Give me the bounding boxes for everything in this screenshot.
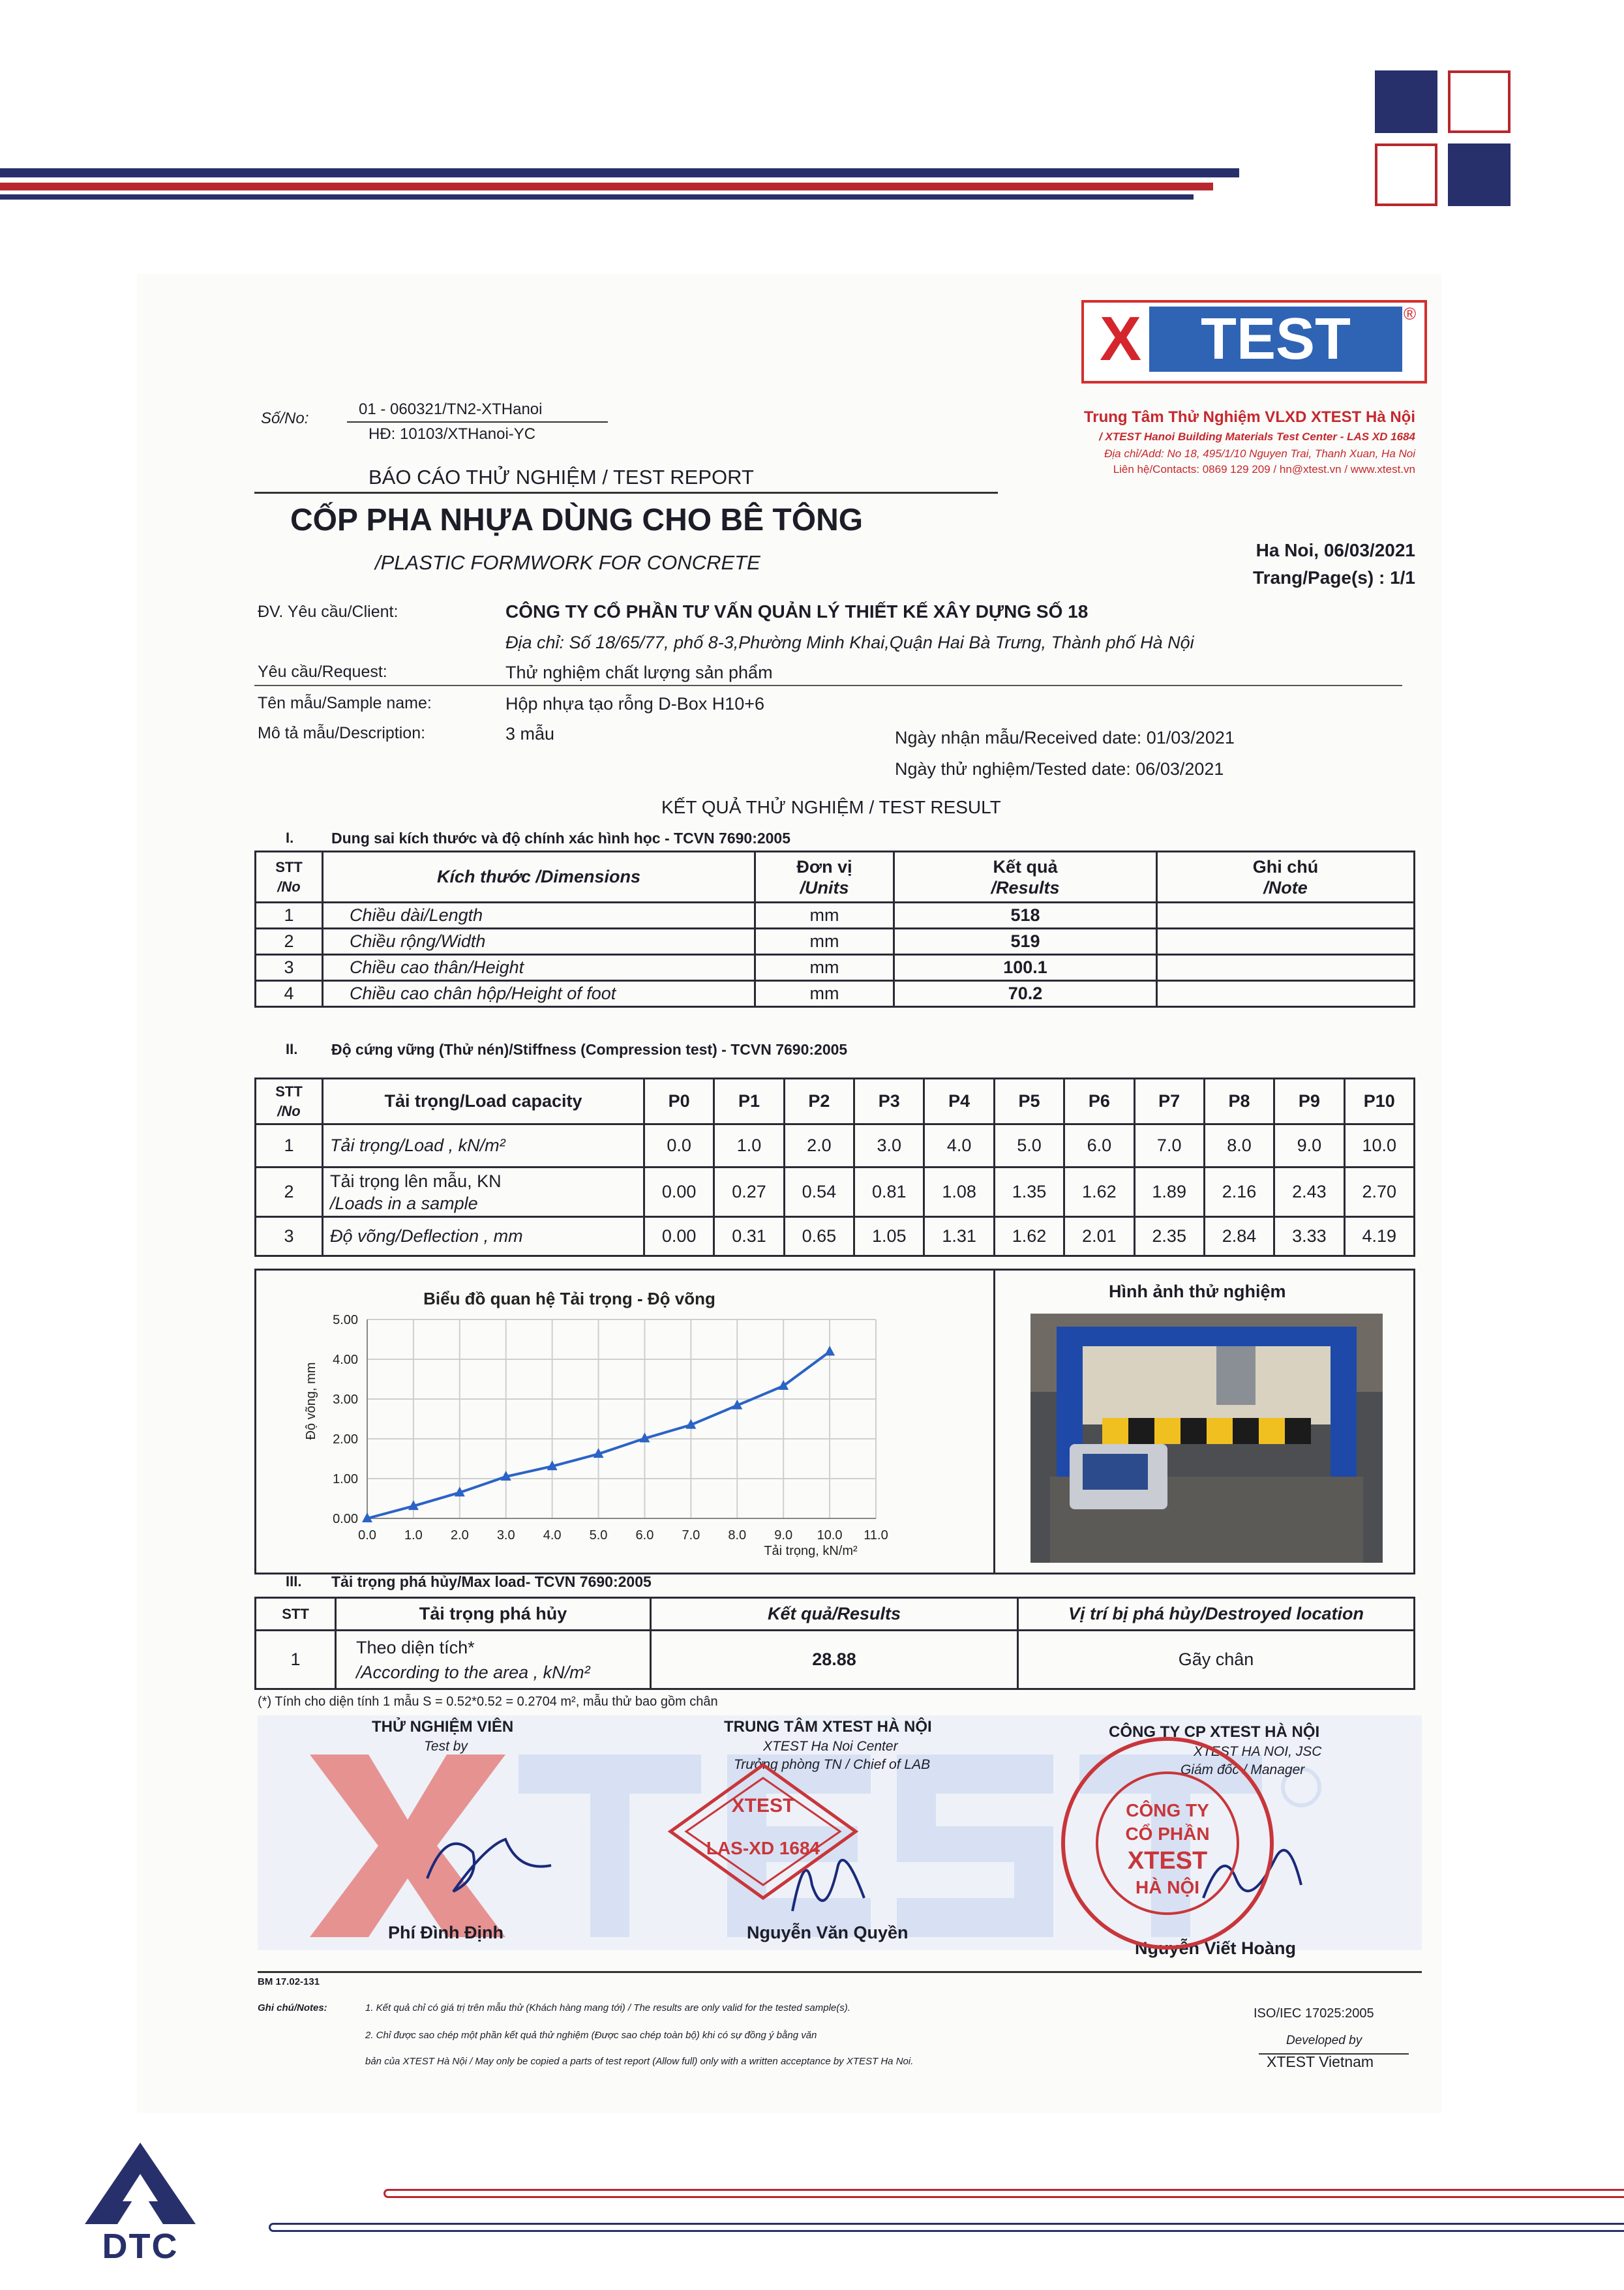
chart-x-tick-label: 0.0 <box>358 1528 376 1543</box>
section3-num: III. <box>286 1573 302 1589</box>
developer: XTEST Vietnam <box>1267 2053 1374 2070</box>
chart-y-tick-label: 3.00 <box>333 1393 358 1407</box>
center-name: Trung Tâm Thử Nghiệm VLXD XTEST Hà Nội <box>1083 408 1415 426</box>
chart-x-tick-label: 3.0 <box>496 1528 515 1543</box>
client-address: Địa chỉ: Số 18/65/77, phố 8-3,Phường Minh Khai,Quận Hai Bà Trưng, Thành phố Hà Nội <box>505 633 1194 652</box>
result-heading: KẾT QUẢ THỬ NGHIỆM / TEST RESULT <box>661 797 1001 817</box>
footer-line-red <box>383 2189 1624 2198</box>
chart-xlabel: Tải trọng, kN/m² <box>764 1544 858 1558</box>
form-code: BM 17.02-131 <box>258 1976 320 1987</box>
report-title-en: /PLASTIC FORMWORK FOR CONCRETE <box>375 551 760 574</box>
load-deflection-chart <box>256 1271 992 1569</box>
received-date: Ngày nhận mẫu/Received date: 01/03/2021 <box>895 728 1235 747</box>
client-name: CÔNG TY CỔ PHẦN TƯ VẤN QUẢN LÝ THIẾT KẾ XÂY DỰNG SỐ 18 <box>505 601 1089 622</box>
developer-rule <box>1259 2053 1409 2055</box>
sig3-name: Nguyễn Viết Hoàng <box>1135 1938 1297 1958</box>
note1: 1. Kết quả chỉ có giá trị trên mẫu thử (Khách hàng mang tới) / The results are only valid for the tested sample(s). <box>365 2002 850 2013</box>
request-rule <box>254 685 1402 686</box>
tested-date: Ngày thử nghiệm/Tested date: 06/03/2021 <box>895 759 1224 779</box>
section2-num: II. <box>286 1041 298 1057</box>
sig2-sub2: Trưởng phòng TN / Chief of LAB <box>734 1757 931 1772</box>
request-value: Thử nghiệm chất lượng sản phẩm <box>505 663 773 682</box>
sig3-sub2: Giám đốc / Manager <box>1180 1762 1305 1777</box>
chart-y-tick-label: 1.00 <box>333 1472 358 1486</box>
iso-standard: ISO/IEC 17025:2005 <box>1254 2006 1374 2021</box>
sig2-title: TRUNG TÂM XTEST HÀ NỘI <box>724 1718 932 1736</box>
section3-title: Tải trọng phá hủy/Max load- TCVN 7690:2005 <box>331 1573 652 1590</box>
center-address: Địa chỉ/Add: No 18, 495/1/10 Nguyen Trai, Thanh Xuan, Ha Noi <box>1104 447 1415 460</box>
client-label: ĐV. Yêu cầu/Client: <box>258 603 398 621</box>
sig3-title: CÔNG TY CP XTEST HÀ NỘI <box>1109 1723 1320 1741</box>
chart-title: Biểu đồ quan hệ Tải trọng - Độ võng <box>423 1289 715 1308</box>
section1-num: I. <box>286 830 294 846</box>
sample-label: Tên mẫu/Sample name: <box>258 694 432 712</box>
report-title: CỐP PHA NHỰA DÙNG CHO BÊ TÔNG <box>290 503 864 537</box>
company-stamp: CÔNG TY CỔ PHẦN XTEST HÀ NỘI <box>1057 1732 1278 1954</box>
so-no-divider <box>347 421 608 423</box>
so-no-line1: 01 - 060321/TN2-XTHanoi <box>359 400 543 418</box>
notes-rule <box>258 1971 1422 1973</box>
chart-point <box>778 1380 789 1390</box>
chart-x-tick-label: 1.0 <box>404 1528 423 1543</box>
report-page: Trang/Page(s) : 1/1 <box>1253 567 1415 588</box>
chart-y-tick-label: 5.00 <box>333 1313 358 1327</box>
table-row: 1 Chiều dài/Length mm 518 <box>256 903 1415 929</box>
table-row: 3 Độ võng/Deflection , mm 0.00 0.31 0.65 1.05 1.31 1.62 2.01 2.35 2.84 3.33 4.19 <box>256 1217 1415 1256</box>
note3: bản của XTEST Hà Nội / May only be copied a parts of test report (Allow full) only with a written acceptance by XTEST Ha Noi. <box>365 2056 914 2067</box>
lab-stamp: XTEST LAS-XD 1684 <box>665 1760 861 1903</box>
desc-value: 3 mẫu <box>505 724 555 744</box>
section2-title: Độ cứng vững (Thử nén)/Stiffness (Compression test) - TCVN 7690:2005 <box>331 1041 848 1058</box>
chart-x-tick-label: 5.0 <box>589 1528 608 1543</box>
chart-ylabel: Độ võng, mm <box>304 1362 318 1440</box>
test-report-scan <box>137 274 1441 2113</box>
chart-y-tick-label: 4.00 <box>333 1353 358 1367</box>
sig2-name: Nguyễn Văn Quyền <box>747 1923 909 1942</box>
footer-line-navy <box>269 2223 1624 2232</box>
chart-x-tick-label: 6.0 <box>635 1528 654 1543</box>
sig1-sub: Test by <box>424 1739 468 1754</box>
chart-x-tick-label: 10.0 <box>817 1528 843 1543</box>
max-load-table: STT Tải trọng phá hủy Kết quả/Results Vị trí bị phá hủy/Destroyed location 1 Theo diện tích* /According to the area , kN/m² 28.88 Gãy chân <box>254 1597 1415 1690</box>
report-date: Ha Noi, 06/03/2021 <box>1256 540 1415 560</box>
sig1-name: Phí Đình Định <box>388 1923 504 1942</box>
so-no-label: Số/No: <box>261 410 309 427</box>
sig1-title: THỬ NGHIỆM VIÊN <box>372 1718 514 1736</box>
section1-title: Dung sai kích thước và độ chính xác hình học - TCVN 7690:2005 <box>331 830 791 847</box>
footer-logo: DTC <box>85 2143 196 2267</box>
table-row: 1 Theo diện tích* /According to the area , kN/m² 28.88 Gãy chân <box>256 1631 1415 1689</box>
chart-y-tick-label: 2.00 <box>333 1432 358 1447</box>
chart-y-tick-label: 0.00 <box>333 1512 358 1526</box>
header-band-red <box>0 183 1213 190</box>
table-row: 3 Chiều cao thân/Height mm 100.1 <box>256 955 1415 981</box>
xtest-logo: X TEST ® <box>1081 300 1427 384</box>
photo-title: Hình ảnh thử nghiệm <box>1109 1282 1286 1301</box>
request-label: Yêu cầu/Request: <box>258 663 387 681</box>
desc-label: Mô tả mẫu/Description: <box>258 724 426 742</box>
table-row: 2 Chiều rộng/Width mm 519 <box>256 929 1415 955</box>
sig3-sub: XTEST HA NOI, JSC <box>1194 1744 1322 1759</box>
brand-logo-squares <box>1375 70 1516 211</box>
dimensions-table: STT /No Kích thước /Dimensions Đơn vị /Units Kết quả /Results Ghi chú /Note 1 Chiều dài/Length mm 518 2 Chiều rộng/Width mm 519 3 Chiều cao thân/Height mm 100.1 4 Chiều cao chân hộp/Height of foot mm 70.2 <box>254 851 1415 1008</box>
center-contacts: Liên hệ/Contacts: 0869 129 209 / hn@xtest.vn / www.xtest.vn <box>1113 463 1415 475</box>
developed-by: Developed by <box>1286 2034 1362 2047</box>
test-photo <box>1030 1314 1383 1563</box>
stiffness-table: STT /No Tải trọng/Load capacity P0 P1 P2 P3 P4 P5 P6 P7 P8 P9 P10 1 Tải trọng/Load , kN/m² 0.0 1.0 2.0 3.0 4.0 5.0 6.0 7.0 8.0 9.0 10.0 2 Tải trọng lên mẫu, KN /Loads in a sample 0.00 0.27 0.54 0.81 1.08 1.35 1.62 1.89 2.16 2.43 2.70 3 Độ võng/Deflection , mm 0.00 0.31 0.65 1.05 1.31 1.62 2.01 2.35 2.84 3.33 4.19 <box>254 1077 1415 1257</box>
chart-x-tick-label: 7.0 <box>682 1528 700 1543</box>
header-band-navy-2 <box>0 194 1194 200</box>
table-row: 4 Chiều cao chân hộp/Height of foot mm 70.2 <box>256 981 1415 1007</box>
chart-x-tick-label: 11.0 <box>864 1528 888 1543</box>
chart-x-tick-label: 9.0 <box>774 1528 793 1543</box>
header-band-navy <box>0 168 1239 177</box>
chart-photo-divider <box>993 1269 995 1573</box>
footnote: (*) Tính cho diện tính 1 mẫu S = 0.52*0.52 = 0.2704 m², mẫu thử bao gồm chân <box>258 1695 718 1709</box>
chart-x-tick-label: 4.0 <box>543 1528 562 1543</box>
report-heading: BÁO CÁO THỬ NGHIỆM / TEST REPORT <box>368 466 754 489</box>
heading-rule <box>254 492 998 494</box>
notes-label: Ghi chú/Notes: <box>258 2002 327 2013</box>
table-row: 2 Tải trọng lên mẫu, KN /Loads in a sample 0.00 0.27 0.54 0.81 1.08 1.35 1.62 1.89 2.16 2.43 2.70 <box>256 1168 1415 1217</box>
sample-value: Hộp nhựa tạo rỗng D-Box H10+6 <box>505 694 765 714</box>
note2: 2. Chỉ được sao chép một phần kết quả thử nghiệm (Được sao chép toàn bộ) khi có sự đồng ý bằng văn <box>365 2030 817 2041</box>
table-row: 1 Tải trọng/Load , kN/m² 0.0 1.0 2.0 3.0 4.0 5.0 6.0 7.0 8.0 9.0 10.0 <box>256 1124 1415 1168</box>
chart-x-tick-label: 2.0 <box>450 1528 469 1543</box>
chart-x-tick-label: 8.0 <box>728 1528 747 1543</box>
chart-point <box>824 1346 835 1355</box>
so-no-line2: HĐ: 10103/XTHanoi-YC <box>368 425 536 443</box>
sig2-sub: XTEST Ha Noi Center <box>763 1739 898 1754</box>
center-name-en: / XTEST Hanoi Building Materials Test Center - LAS XD 1684 <box>1099 430 1415 443</box>
